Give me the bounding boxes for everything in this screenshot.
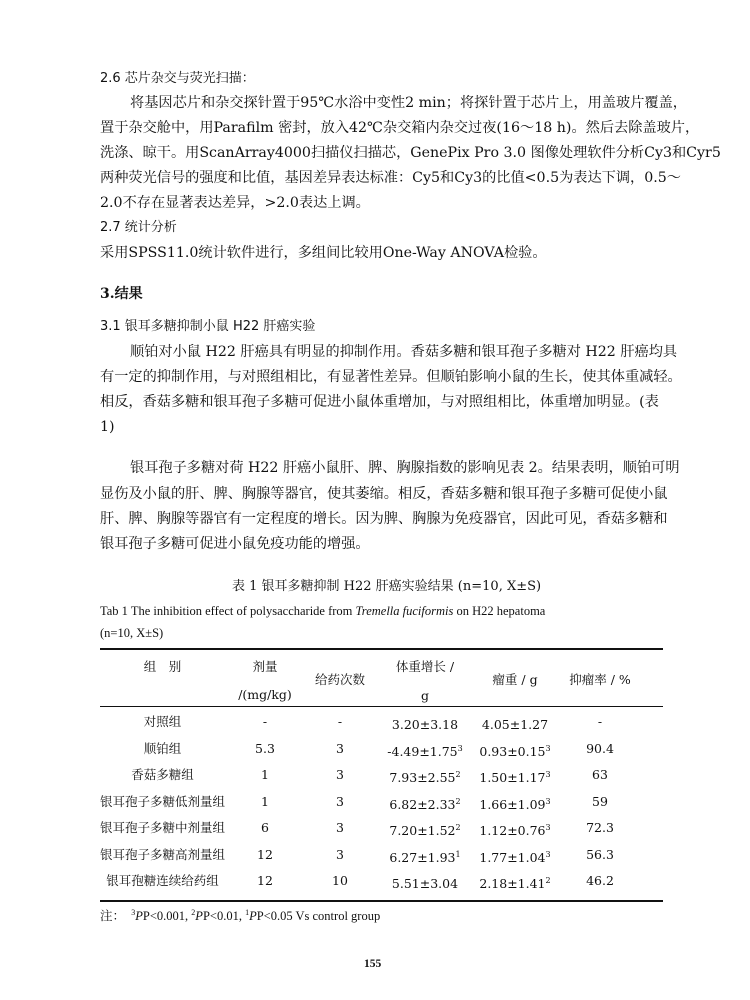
cell-group: 香菇多糖组 <box>131 767 194 782</box>
table-header-rule <box>100 706 663 707</box>
cell-weight: 5.51±3.04 <box>391 876 459 891</box>
cell-times: 3 <box>336 846 344 862</box>
cell-times: 3 <box>336 793 344 809</box>
cell-rate: 59 <box>592 793 608 809</box>
cell-weight: $7.20\pm 1.52^2$ <box>389 823 461 838</box>
cell-times: 3 <box>336 820 344 835</box>
table-caption-en-line-2: (n=10, X±S) <box>100 626 164 640</box>
th-dose-1: 剂量 <box>252 659 278 674</box>
cell-group: 顺铂组 <box>143 740 182 756</box>
cell-tumor: $0.93\pm 0.15^3$ <box>479 743 551 759</box>
cell-tumor: $1.66\pm 1.09^3$ <box>479 796 551 812</box>
th-weight-1: 体重增长 / <box>395 659 455 674</box>
cell-dose: 12 <box>257 873 273 888</box>
cell-dose: 1 <box>261 767 269 782</box>
cell-rate: - <box>597 714 603 729</box>
section-2-7-heading: 2.7 统计分析 <box>100 220 177 235</box>
section-3-1-para1-line-2: 有一定的抑制作用，与对照组相比，有显著性差异。但顺铂影响小鼠的生长，使其体重减轻。 <box>100 369 682 385</box>
section-3-1-para1-line-1: 顺铂对小鼠 H22 肝癌具有明显的抑制作用。香菇多糖和银耳孢子多糖对 H22 肝癌均具 <box>130 344 678 360</box>
cell-dose: 5.3 <box>255 740 275 756</box>
cell-group: 银耳孢糖连续给药组 <box>106 873 219 888</box>
section-3-heading: 3.结果 <box>100 286 143 302</box>
section-3-1-para2-line-3: 肝、脾、胸腺等器官有一定程度的增长。因为脾、胸腺为免疫器官，因此可见，香菇多糖和 <box>100 511 668 527</box>
section-2-6-line-5: 2.0不存在显著表达差异，>2.0表达上调。 <box>100 195 370 211</box>
cell-group: 银耳孢子多糖低剂量组 <box>100 793 226 809</box>
cell-dose: 6 <box>261 820 269 835</box>
section-2-7-line-1: 采用SPSS11.0统计软件进行，多组间比较用One-Way ANOVA检验。 <box>100 245 547 261</box>
page-number: 155 <box>364 958 382 970</box>
cell-rate: 90.4 <box>586 740 614 756</box>
th-rate: 抑瘤率 / % <box>569 672 631 687</box>
table-top-rule <box>100 648 663 650</box>
cell-rate: 46.2 <box>586 873 614 888</box>
cell-times: 3 <box>336 740 344 756</box>
section-2-6-heading: 2.6 芯片杂交与荧光扫描： <box>100 71 255 86</box>
cell-rate: 63 <box>592 767 608 782</box>
th-tumor: 瘤重 / g <box>492 672 538 687</box>
th-dose-2: /(mg/kg) <box>238 687 292 702</box>
section-3-1-heading: 3.1 银耳多糖抑制小鼠 H22 肝癌实验 <box>100 319 316 334</box>
cell-tumor: 4.05±1.27 <box>481 717 549 732</box>
table-bottom-rule <box>100 900 663 902</box>
cell-tumor: $2.18\pm 1.41^2$ <box>479 876 551 891</box>
section-2-6-line-3: 洗涤、晾干。用ScanArray4000扫描仪扫描芯，GenePix Pro 3.0 图像处理软件分析Cy3和Cyr5 <box>100 145 721 161</box>
cell-rate: 56.3 <box>586 846 614 862</box>
section-2-6-line-4: 两种荧光信号的强度和比值，基因差异表达标准：Cy5和Cy3的比值<0.5为表达下调，0.5～ <box>100 170 681 186</box>
cell-times: 10 <box>332 873 348 888</box>
table-caption-en-line-1: Tab 1 The inhibition effect of polysaccharide from Tremella fuciformis on H22 hepatoma <box>100 604 546 618</box>
cell-times: 3 <box>336 767 344 782</box>
th-weight-2: g <box>420 688 429 703</box>
cell-dose: 12 <box>257 846 273 862</box>
cell-times: - <box>337 714 343 729</box>
cell-tumor: $1.12\pm 0.76^3$ <box>479 823 551 838</box>
cell-weight: $6.27\pm 1.93^1$ <box>389 849 461 865</box>
section-3-1-para1-line-3: 相反，香菇多糖和银耳孢子多糖可促进小鼠体重增加，与对照组相比，体重增加明显。(表 <box>100 394 659 410</box>
section-3-1-para1-line-4: 1) <box>100 419 115 435</box>
cell-dose: 1 <box>261 793 269 809</box>
cell-group: 对照组 <box>143 714 182 729</box>
cell-group: 银耳孢子多糖中剂量组 <box>100 820 226 835</box>
section-3-1-para2-line-2: 显伤及小鼠的肝、脾、胸腺等器官，使其萎缩。相反，香菇多糖和银耳孢子多糖可促使小鼠 <box>100 486 668 502</box>
cell-tumor: $1.50\pm 1.17^3$ <box>479 770 551 785</box>
th-group: 组 别 <box>143 659 182 674</box>
th-times: 给药次数 <box>314 672 365 687</box>
table-note: 注： $^3$PP<0.001, $^2$PP<0.01, $^1$PP<0.05 Vs control group <box>100 908 381 923</box>
cell-weight: $7.93\pm 2.55^2$ <box>389 770 461 785</box>
cell-weight: $-4.49\pm 1.75^3$ <box>387 743 463 759</box>
cell-weight: $6.82\pm 2.33^2$ <box>389 796 461 812</box>
cell-group: 银耳孢子多糖高剂量组 <box>100 846 226 862</box>
table-caption-cn: 表 1 银耳多糖抑制 H22 肝癌实验结果 (n=10, X±S) <box>232 579 542 594</box>
cell-weight: 3.20±3.18 <box>391 717 459 732</box>
section-3-1-para2-line-4: 银耳孢子多糖可促进小鼠免疫功能的增强。 <box>100 536 370 552</box>
section-2-6-line-1: 将基因芯片和杂交探针置于95℃水浴中变性2 min；将探针置于芯片上，用盖玻片覆盖， <box>130 95 687 111</box>
section-3-1-para2-line-1: 银耳孢子多糖对荷 H22 肝癌小鼠肝、脾、胸腺指数的影响见表 2。结果表明，顺铂可明 <box>130 460 680 476</box>
section-2-6-line-2: 置于杂交舱中，用Parafilm 密封，放入42℃杂交箱内杂交过夜(16～18 h)。然后去除盖玻片， <box>100 120 700 136</box>
cell-rate: 72.3 <box>586 820 614 835</box>
cell-tumor: $1.77\pm 1.04^3$ <box>479 849 551 865</box>
cell-dose: - <box>262 714 268 729</box>
